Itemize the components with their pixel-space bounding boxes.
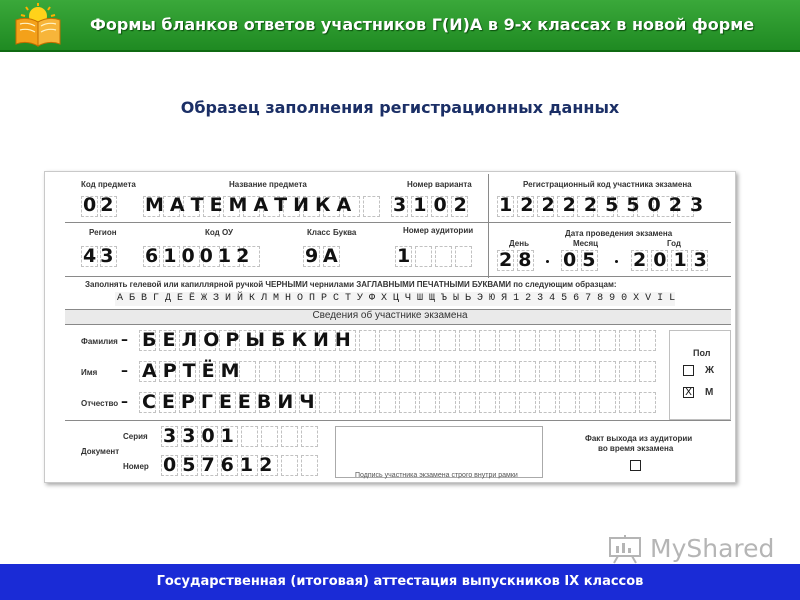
gender-m-checkbox: X (683, 387, 694, 398)
ou-value: 610012 (145, 245, 255, 267)
divider (65, 420, 731, 421)
gender-box (669, 330, 731, 420)
signature-caption: Подпись участника экзамена строго внутри рамки (355, 472, 518, 479)
patronymic-label: Отчество (81, 399, 119, 408)
series-value: 3301 (163, 425, 240, 447)
year-value: 2013 (633, 249, 714, 271)
header-bar (0, 0, 800, 52)
registration-form-sample (44, 171, 736, 483)
variant-label: Номер варианта (407, 180, 472, 189)
class-label: Класс (307, 228, 331, 237)
subject-name-label: Название предмета (229, 180, 307, 189)
exit-fact-line1: Факт выхода из аудитории (585, 434, 693, 443)
variant-value: 3102 (393, 194, 474, 216)
region-label: Регион (89, 228, 117, 237)
letter-label: Буква (333, 228, 357, 237)
day-value: 28 (499, 249, 538, 271)
instruction-text: Заполнять гелевой или капиллярной ручкой ЧЕРНЫМИ чернилами ЗАГЛАВНЫМИ ПЕЧАТНЫМИ БУКВАМИ по следующим образцам: (85, 280, 617, 289)
reg-code-label: Регистрационный код участника экзамена (523, 180, 692, 189)
subject-name-value: МАТЕМАТИКА (145, 194, 358, 216)
year-label: Год (667, 239, 681, 248)
section-title: Сведения об участнике экзамена (312, 310, 468, 321)
exit-fact-checkbox (630, 460, 641, 471)
number-value: 057612 (163, 454, 279, 476)
dash: – (121, 363, 132, 379)
gender-f-label: Ж (705, 365, 715, 376)
exit-fact-line2: во время экзамена (598, 444, 674, 453)
open-book-sun-logo-icon (10, 2, 66, 48)
gender-label: Пол (693, 348, 711, 358)
day-label: День (509, 239, 529, 248)
month-label: Месяц (573, 239, 599, 248)
header-title: Формы бланков ответов участников Г(И)А в 9-х классах в новой форме (90, 15, 755, 34)
surname-value: БЕЛОРЫБКИН (142, 329, 357, 351)
page-subtitle: Образец заполнения регистрационных данных (180, 98, 620, 117)
date-title-label: Дата проведения экзамена (565, 229, 673, 238)
room-label: Номер аудитории (403, 226, 474, 235)
signature-box (335, 426, 543, 478)
date-dot (546, 260, 549, 263)
name-label: Имя (81, 368, 98, 377)
dash: – (121, 332, 132, 348)
watermark-text: MyShared (650, 534, 775, 563)
gender-f-checkbox (683, 365, 694, 376)
sample-letters: А Б В Г Д Е Ё Ж З И Й К Л М Н О П Р С Т У Ф Х Ц Ч Ш Щ Ъ Ы Ь Э Ю Я 1 2 3 4 5 6 7 8 9 0 X V I L (117, 293, 676, 304)
name-value: АРТЁМ (142, 360, 246, 382)
month-value: 05 (563, 249, 602, 271)
myshared-watermark (608, 532, 775, 566)
projector-screen-icon (608, 534, 642, 564)
region-value: 43 (83, 245, 118, 267)
footer-text: Государственная (итоговая) аттестация выпускников IX классов (156, 574, 644, 589)
reg-code-value: 1222255023 (499, 194, 712, 216)
number-label: Номер (123, 462, 149, 471)
vertical-divider (488, 174, 489, 278)
room-value: 1 (397, 245, 415, 267)
letter-value: А (323, 245, 342, 267)
dash: – (121, 394, 132, 410)
class-value: 9 (305, 245, 323, 267)
document-label: Документ (81, 447, 120, 456)
patronymic-value: СЕРГЕЕВИЧ (142, 391, 321, 413)
subject-code-label: Код предмета (81, 180, 136, 189)
gender-m-label: М (705, 387, 714, 398)
divider (65, 276, 731, 277)
ou-label: Код ОУ (205, 228, 233, 237)
subject-code-value: 02 (83, 194, 118, 216)
series-label: Серия (123, 432, 148, 441)
divider (65, 222, 731, 223)
surname-label: Фамилия (81, 337, 118, 346)
footer-bar (0, 564, 800, 600)
date-dot (615, 260, 618, 263)
